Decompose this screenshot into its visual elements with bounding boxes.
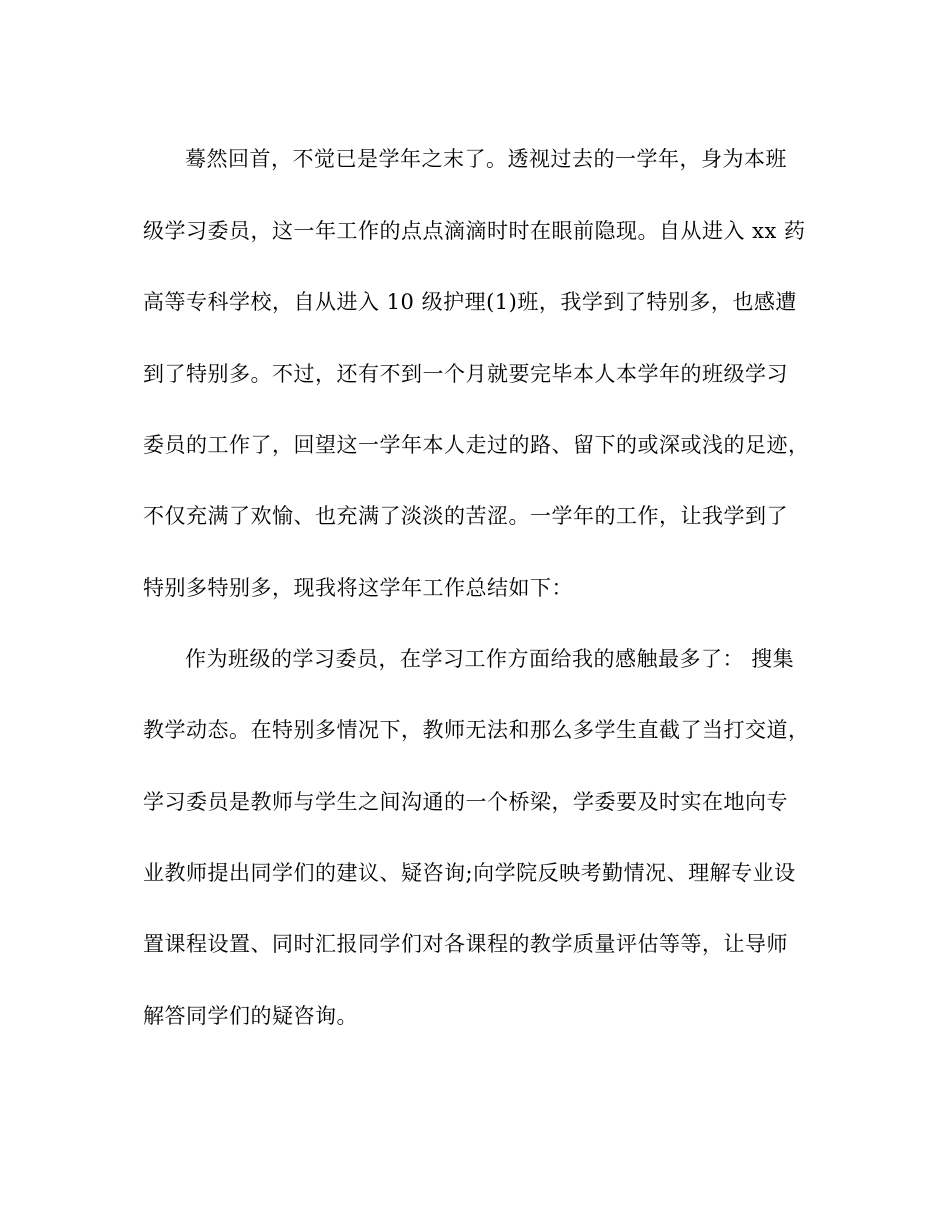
paragraph-1-line-1: 蓦然回首，不觉已是学年之末了。透视过去的一学年，身为本班 <box>185 147 787 171</box>
paragraph-2-line-2: 教学动态。在特别多情况下，教师无法和那么多学生直截了当打交道， <box>143 718 810 742</box>
paragraph-1-line-5: 委员的工作了，回望这一学年本人走过的路、留下的或深或浅的足迹， <box>143 433 810 457</box>
paragraph-2-line-6: 解答同学们的疑咨询。 <box>143 1004 358 1028</box>
paragraph-1-line-6: 不仅充满了欢愉、也充满了淡淡的苦涩。一学年的工作，让我学到了 <box>143 504 788 528</box>
paragraph-1-line-4: 到了特别多。不过，还有不到一个月就要完毕本人本学年的班级学习 <box>143 362 788 386</box>
paragraph-2-line-5: 置课程设置、同时汇报同学们对各课程的教学质量评估等等，让导师 <box>143 932 788 956</box>
paragraph-2-line-3: 学习委员是教师与学生之间沟通的一个桥梁，学委要及时实在地向专 <box>143 790 788 814</box>
paragraph-1-line-2: 级学习委员，这一年工作的点点滴滴时时在眼前隐现。自从进入 xx 药 <box>143 219 806 243</box>
paragraph-2-line-4: 业教师提出同学们的建议、疑咨询;向学院反映考勤情况、理解专业设 <box>143 861 796 885</box>
paragraph-1-line-3: 高等专科学校，自从进入 10 级护理(1)班，我学到了特别多，也感遭 <box>143 290 797 314</box>
paragraph-1-line-7: 特别多特别多，现我将这学年工作总结如下： <box>143 576 573 600</box>
paragraph-2-line-1: 作为班级的学习委员，在学习工作方面给我的感触最多了： 搜集 <box>185 647 795 671</box>
